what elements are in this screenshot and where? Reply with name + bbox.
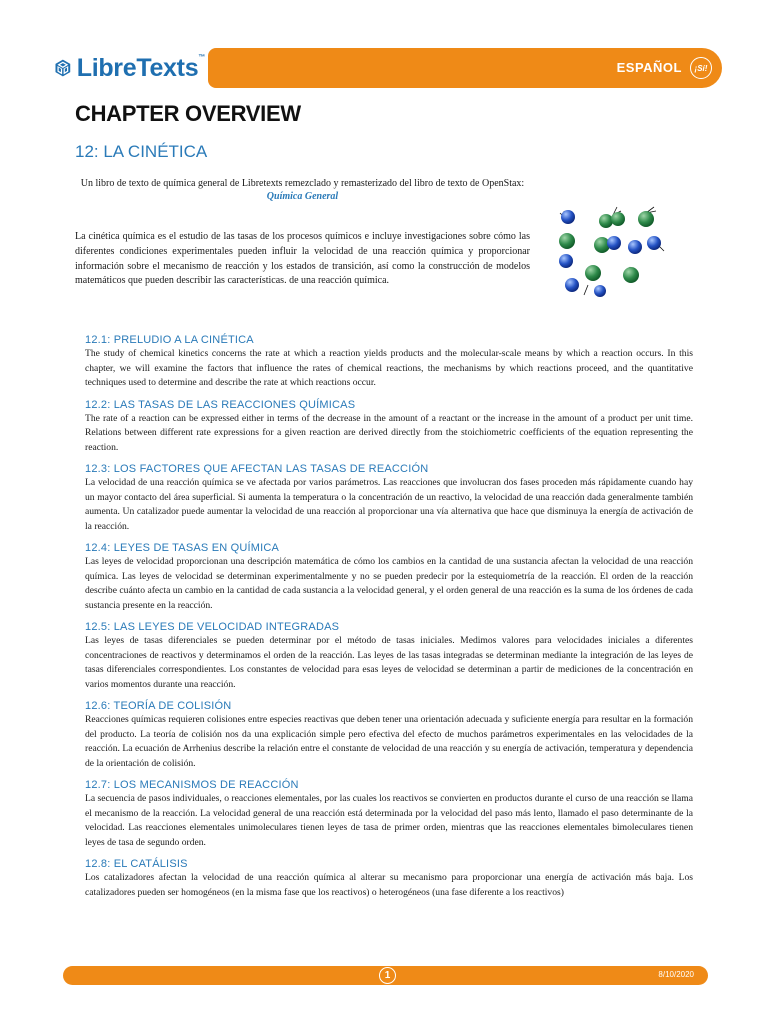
footer-date: 8/10/2020 (658, 970, 694, 979)
intro-sentence: Un libro de texto de química general de Libretexts remezclado y remasterizado del libro de texto de OpenStax: (80, 178, 525, 189)
section-description: The rate of a reaction can be expressed either in terms of the decrease in the amount of a reactant or the increase in the amount of a product per unit time. Relations between different rate expressions for a given reaction are derived directly from the stoichiometric coefficients of the equation representing the reaction. (85, 412, 693, 453)
language-label[interactable]: ESPAÑOL (616, 60, 682, 75)
section-12-8 (85, 857, 693, 900)
page-number: 1 (380, 968, 395, 983)
section-description: Las leyes de tasas diferenciales se pueden determinar por el método de tasas iniciales. Medimos valores para velocidades iniciales a diferentes concentraciones de reactivos y determinamos el orden de la reacción. Las leyes de las tasas integradas se determinan mediante la integración de las leyes de tasas diferenciales correspondientes. Los constantes de velocidad para esas leyes de velocidad se determinan a partir de mediciones de la concentración en varios momentos durante una reacción. (85, 635, 693, 690)
section-12-6 (85, 699, 693, 771)
section-title-link[interactable]: 12.4: LEYES DE TASAS EN QUÍMICA (85, 542, 280, 554)
section-title-link[interactable]: 12.2: LAS TASAS DE LAS REACCIONES QUÍMICAS (85, 398, 356, 411)
section-title-link[interactable]: 12.5: LAS LEYES DE VELOCIDAD INTEGRADAS (85, 621, 340, 633)
section-12-1 (85, 333, 693, 391)
section-list (85, 333, 693, 907)
page-number-badge (379, 967, 396, 984)
section-description: The study of chemical kinetics concerns the rate at which a reaction yields products and the molecular-scale means by which a reaction occurs. In this chapter, we will examine the factors that influence the rates of chemical reactions, the mechanisms by which reactions proceed, and the quantitative techniques used to determine and describe the rate at which reactions occur. (85, 348, 693, 388)
language-badge-icon[interactable]: ¡Sí! (690, 57, 712, 79)
section-title-link[interactable]: 12.1: PRELUDIO A LA CINÉTICA (85, 334, 254, 346)
intro-text (75, 177, 530, 203)
section-12-7 (85, 778, 693, 850)
section-title-link[interactable]: 12.8: EL CATÁLISIS (85, 858, 188, 870)
language-bar (208, 48, 722, 88)
page-footer (63, 966, 708, 985)
molecules-illustration (538, 195, 673, 305)
chapter-summary: La cinética química es el estudio de las tasas de los procesos químicos e incluye investigaciones sobre cómo las diferentes condiciones experimentales pueden influir la velocidad de una reacción química y proporcionar información sobre el mecanismo de reacción y los estados de transición, así como la construcción de modelos matemáticos que pueden describir las características. de una reacción química. (75, 231, 530, 287)
chapter-title[interactable]: 12: LA CINÉTICA (75, 142, 208, 161)
section-title-link[interactable]: 12.7: LOS MECANISMOS DE REACCIÓN (85, 779, 299, 791)
libretexts-cube-icon (55, 50, 71, 86)
section-title-link[interactable]: 12.3: LOS FACTORES QUE AFECTAN LAS TASAS DE REACCIÓN (85, 463, 429, 475)
page-header (0, 0, 768, 100)
section-description: La velocidad de una reacción química se ve afectada por varios parámetros. Las reacciones que involucran dos fases proceden más rápidamente cuando hay un mayor contacto del área superficial. Si aumenta la temperatura o la concentración de un reactivo, la velocidad de una reacción dada generalmente también aumenta. Un catalizador puede aumentar la velocidad de una reacción al proporcionar una vía alternativa que hace que disminuya la energía de activación de la reacción. (85, 477, 693, 532)
section-title-link[interactable]: 12.6: TEORÍA DE COLISIÓN (85, 700, 232, 712)
page-heading: CHAPTER OVERVIEW (75, 101, 301, 126)
section-12-5 (85, 620, 693, 692)
section-description: Los catalizadores afectan la velocidad de una reacción química al alterar su mecanismo para proporcionar una energía de activación más baja. Los catalizadores pueden ser homogéneos (en la misma fase que los reactivos) o heterogéneos (una fase diferente a los reactivos) (85, 872, 693, 898)
section-description: La secuencia de pasos individuales, o reacciones elementales, por las cuales los reactivos se convierten en productos durante el curso de una reacción se llama el mecanismo de la reacción. La velocidad general de una reacción está determinada por la velocidad del paso más lento, llamado el paso determinante de la velocidad. Las reacciones elementales unimoleculares tienen leyes de tasa de primer orden, mientras que las reacciones elementales bimoleculares tienen leyes de tasa de segundo orden. (85, 793, 693, 848)
logo-text: LibreTexts™ (76, 53, 205, 82)
openstax-link[interactable]: Química General (266, 191, 339, 202)
section-12-2 (85, 398, 693, 456)
section-description: Las leyes de velocidad proporcionan una descripción matemática de cómo los cambios en la cantidad de una sustancia afectan la velocidad de una reacción química. Las leyes de velocidad se determinan experimentalmente y no se pueden predecir por la estequiometría de la reacción. El orden de la reacción describe cuánto afecta un cambio en la cantidad de cada sustancia a la velocidad general, y el orden general de una reacción es la suma de los órdenes de cada sustancia presente en la reacción. (85, 556, 693, 611)
section-description: Reacciones químicas requieren colisiones entre especies reactivas que deben tener una orientación adecuada y suficiente energía para resultar en la formación del producto. La teoría de colisión nos da una explicación simple pero efectiva del efecto de muchos parámetros experimentales en las velocidades de la reacción. La ecuación de Arrhenius describe la relación entre el constante de velocidad de una reacción y su energía de activación, temperatura y dependencia de la orientación de colisión. (85, 714, 693, 769)
section-12-4 (85, 541, 693, 613)
libretexts-logo[interactable] (55, 48, 205, 88)
section-12-3 (85, 462, 693, 534)
